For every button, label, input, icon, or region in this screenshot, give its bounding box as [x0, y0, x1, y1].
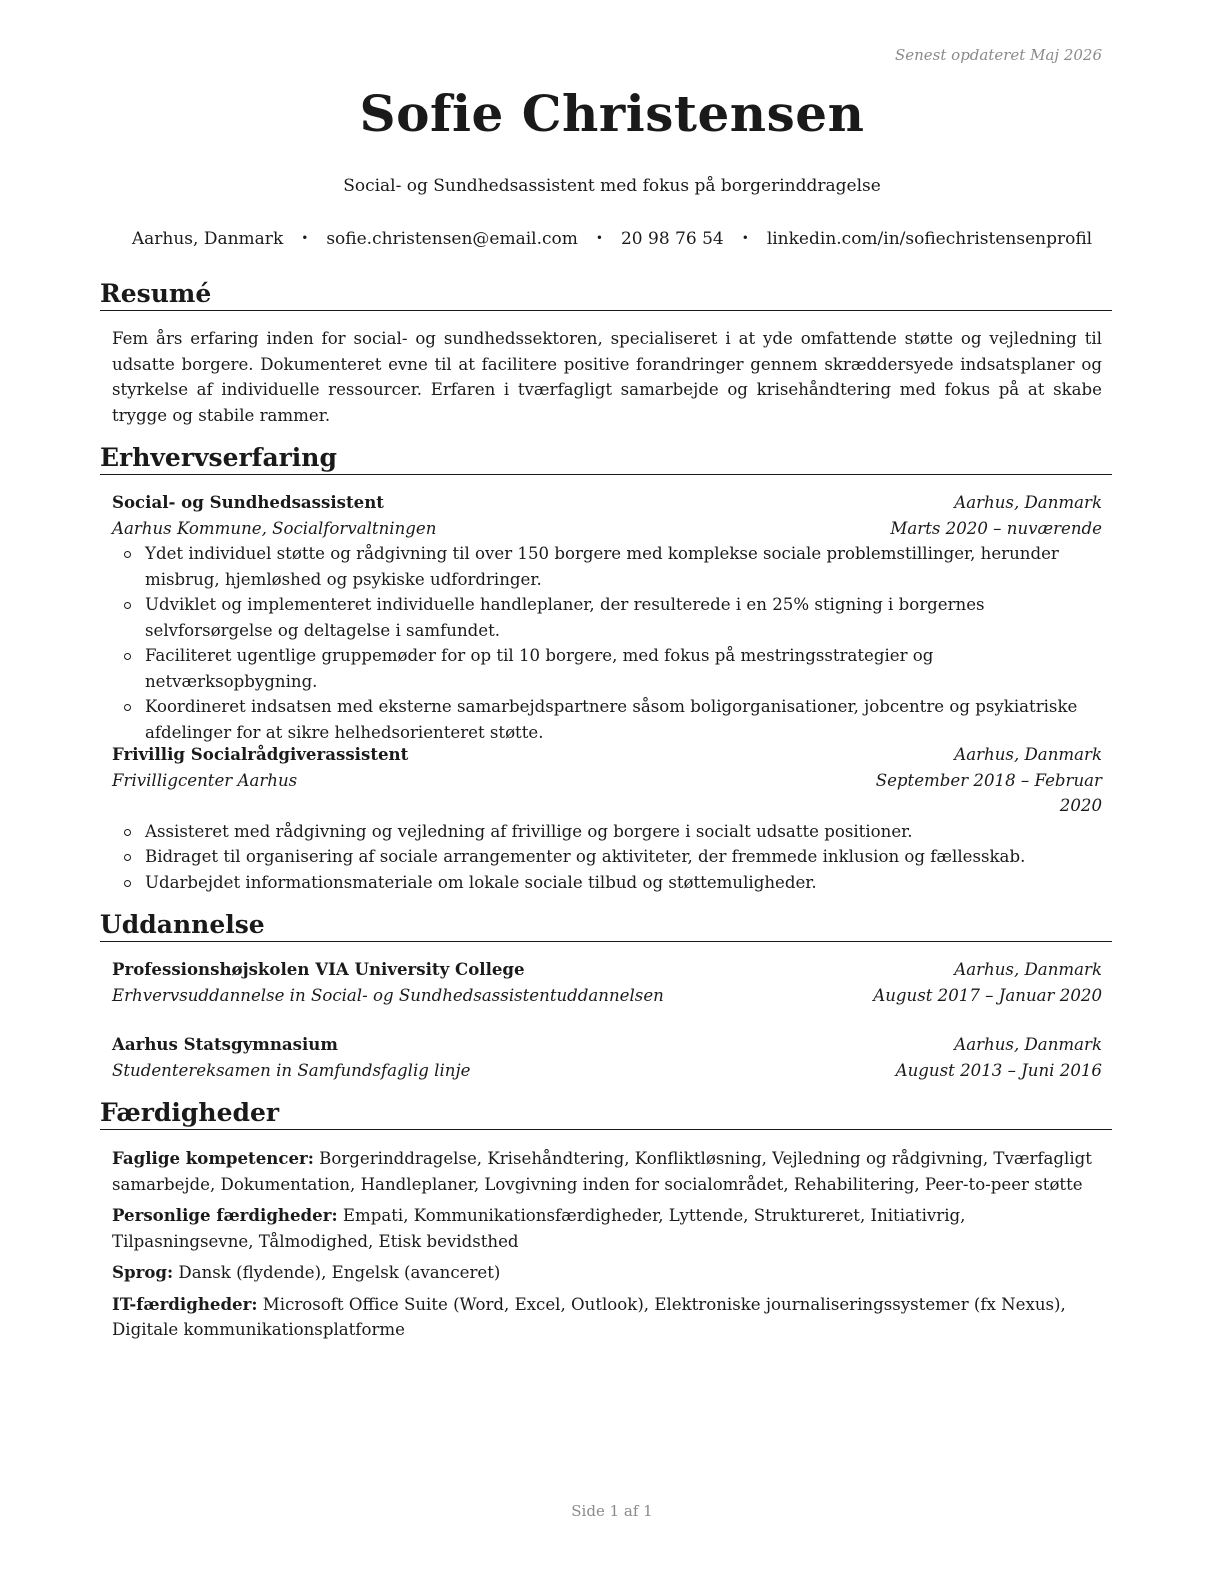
job-location: Aarhus, Danmark — [954, 745, 1102, 764]
job-dates: Marts 2020 – nuværende — [890, 518, 1102, 538]
entry-sub-row — [112, 983, 1102, 1009]
bullet-item: Koordineret indsatsen med eksterne samarbejdspartnere såsom boligorganisationer, jobcentre og psykiatriske afdelinger for at sikre helhedsorienteret støtte. — [112, 694, 1102, 745]
section-title-skills: Færdigheder — [100, 1098, 1112, 1130]
bullet-item: Ydet individuel støtte og rådgivning til over 150 borgere med komplekse sociale problemstillinger, herunder misbrug, hjemløshed og psykiske udfordringer. — [112, 541, 1102, 592]
school-location: Aarhus, Danmark — [954, 1035, 1102, 1054]
education-entry — [112, 957, 1102, 1008]
bullet-separator: • — [595, 231, 603, 245]
job-title: Social- og Sundhedsassistent — [112, 492, 384, 512]
skill-label: IT-færdigheder: — [112, 1293, 258, 1314]
job-location: Aarhus, Danmark — [954, 493, 1102, 512]
contact-phone[interactable]: 20 98 76 54 — [620, 229, 724, 249]
education-entry — [112, 1032, 1102, 1083]
section-title-experience: Erhvervserfaring — [100, 443, 1112, 475]
contact-line — [0, 229, 1224, 249]
experience-entry — [112, 490, 1102, 745]
skill-text: Borgerinddragelse, Krisehåndtering, Konfliktløsning, Vejledning og rådgivning, Tværfagligt samarbejde, Dokumentation, Handleplaner, Lovgivning inden for socialområdet, Rehabilitering, Peer-to-peer støtte — [112, 1149, 1092, 1194]
bullet-separator: • — [301, 231, 309, 245]
education-dates: August 2017 – Januar 2020 — [873, 985, 1102, 1005]
job-bullets — [112, 541, 1102, 745]
entry-header-row — [112, 1032, 1102, 1058]
section-title-summary: Resumé — [100, 279, 1112, 311]
employer: Frivilligcenter Aarhus — [112, 770, 298, 790]
bullet-item: Udarbejdet informationsmateriale om lokale sociale tilbud og støttemuligheder. — [112, 870, 1102, 896]
skill-row — [112, 1292, 1102, 1343]
job-dates — [876, 768, 1102, 819]
job-title: Frivillig Socialrådgiverassistent — [112, 744, 409, 764]
entry-sub-row — [112, 768, 1102, 819]
contact-email[interactable]: sofie.christensen@email.com — [326, 229, 578, 249]
bullet-item: Udviklet og implementeret individuelle handleplaner, der resulterede i en 25% stigning i borgernes selvforsørgelse og deltagelse i samfundet. — [112, 592, 1102, 643]
skill-text: Dansk (flydende), Engelsk (avanceret) — [178, 1263, 501, 1282]
employer: Aarhus Kommune, Socialforvaltningen — [112, 518, 437, 538]
entry-sub-row — [112, 516, 1102, 542]
experience-entry — [112, 742, 1102, 895]
page-number: Side 1 af 1 — [571, 1502, 653, 1520]
degree: Erhvervsuddannelse in Social- og Sundhedsassistentuddannelsen — [112, 985, 664, 1005]
entry-sub-row — [112, 1058, 1102, 1084]
skills-list — [112, 1146, 1102, 1349]
school-name: Aarhus Statsgymnasium — [112, 1034, 338, 1054]
summary-paragraph: Fem års erfaring inden for social- og sundhedssektoren, specialiseret i at yde omfattende støtte og vejledning til udsatte borgere. Dokumenteret evne til at facilitere positive forandringer gennem skræddersyede indsatsplaner og styrkelse af individuelle ressourcer. Erfaren i tværfagligt samarbejde og krisehåndtering med fokus på at skabe trygge og stabile rammer. — [112, 329, 1102, 425]
entry-header-row — [112, 490, 1102, 516]
skill-label: Sprog: — [112, 1262, 174, 1282]
education-dates: August 2013 – Juni 2016 — [895, 1060, 1102, 1080]
skill-row — [112, 1260, 1102, 1286]
degree: Studentereksamen in Samfundsfaglig linje — [112, 1060, 471, 1080]
last-updated-note: Senest opdateret Maj 2026 — [894, 46, 1102, 64]
bullet-item: Faciliteret ugentlige gruppemøder for op til 10 borgere, med fokus på mestringsstrategier og netværksopbygning. — [112, 643, 1102, 694]
skill-text: Microsoft Office Suite (Word, Excel, Outlook), Elektroniske journaliseringssystemer (fx Nexus), Digitale kommunikationsplatforme — [112, 1294, 1066, 1339]
skill-label: Faglige kompetencer: — [112, 1148, 314, 1168]
section-title-education: Uddannelse — [100, 910, 1112, 942]
skill-row — [112, 1203, 1102, 1254]
bullet-separator: • — [741, 231, 749, 245]
job-dates-line: 2020 — [1059, 796, 1102, 815]
school-location: Aarhus, Danmark — [954, 960, 1102, 979]
bullet-item: Assisteret med rådgivning og vejledning af frivillige og borgere i socialt udsatte positioner. — [112, 819, 1102, 845]
entry-header-row — [112, 957, 1102, 983]
contact-linkedin[interactable]: linkedin.com/in/sofiechristensenprofil — [766, 229, 1093, 249]
school-name: Professionshøjskolen VIA University College — [112, 959, 525, 979]
job-bullets — [112, 819, 1102, 896]
tagline: Social- og Sundhedsassistent med fokus på borgerinddragelse — [343, 176, 881, 196]
bullet-item: Bidraget til organisering af sociale arrangementer og aktiviteter, der fremmede inklusion og fællesskab. — [112, 844, 1102, 870]
skill-label: Personlige færdigheder: — [112, 1205, 338, 1225]
skill-text: Empati, Kommunikationsfærdigheder, Lyttende, Struktureret, Initiativrig, Tilpasningsevne, Tålmodighed, Etisk bevidsthed — [112, 1206, 966, 1251]
job-dates-line: September 2018 – Februar — [875, 770, 1102, 790]
contact-location: Aarhus, Danmark — [131, 229, 284, 249]
entry-header-row — [112, 742, 1102, 768]
candidate-name: Sofie Christensen — [359, 84, 865, 143]
skill-row — [112, 1146, 1102, 1197]
